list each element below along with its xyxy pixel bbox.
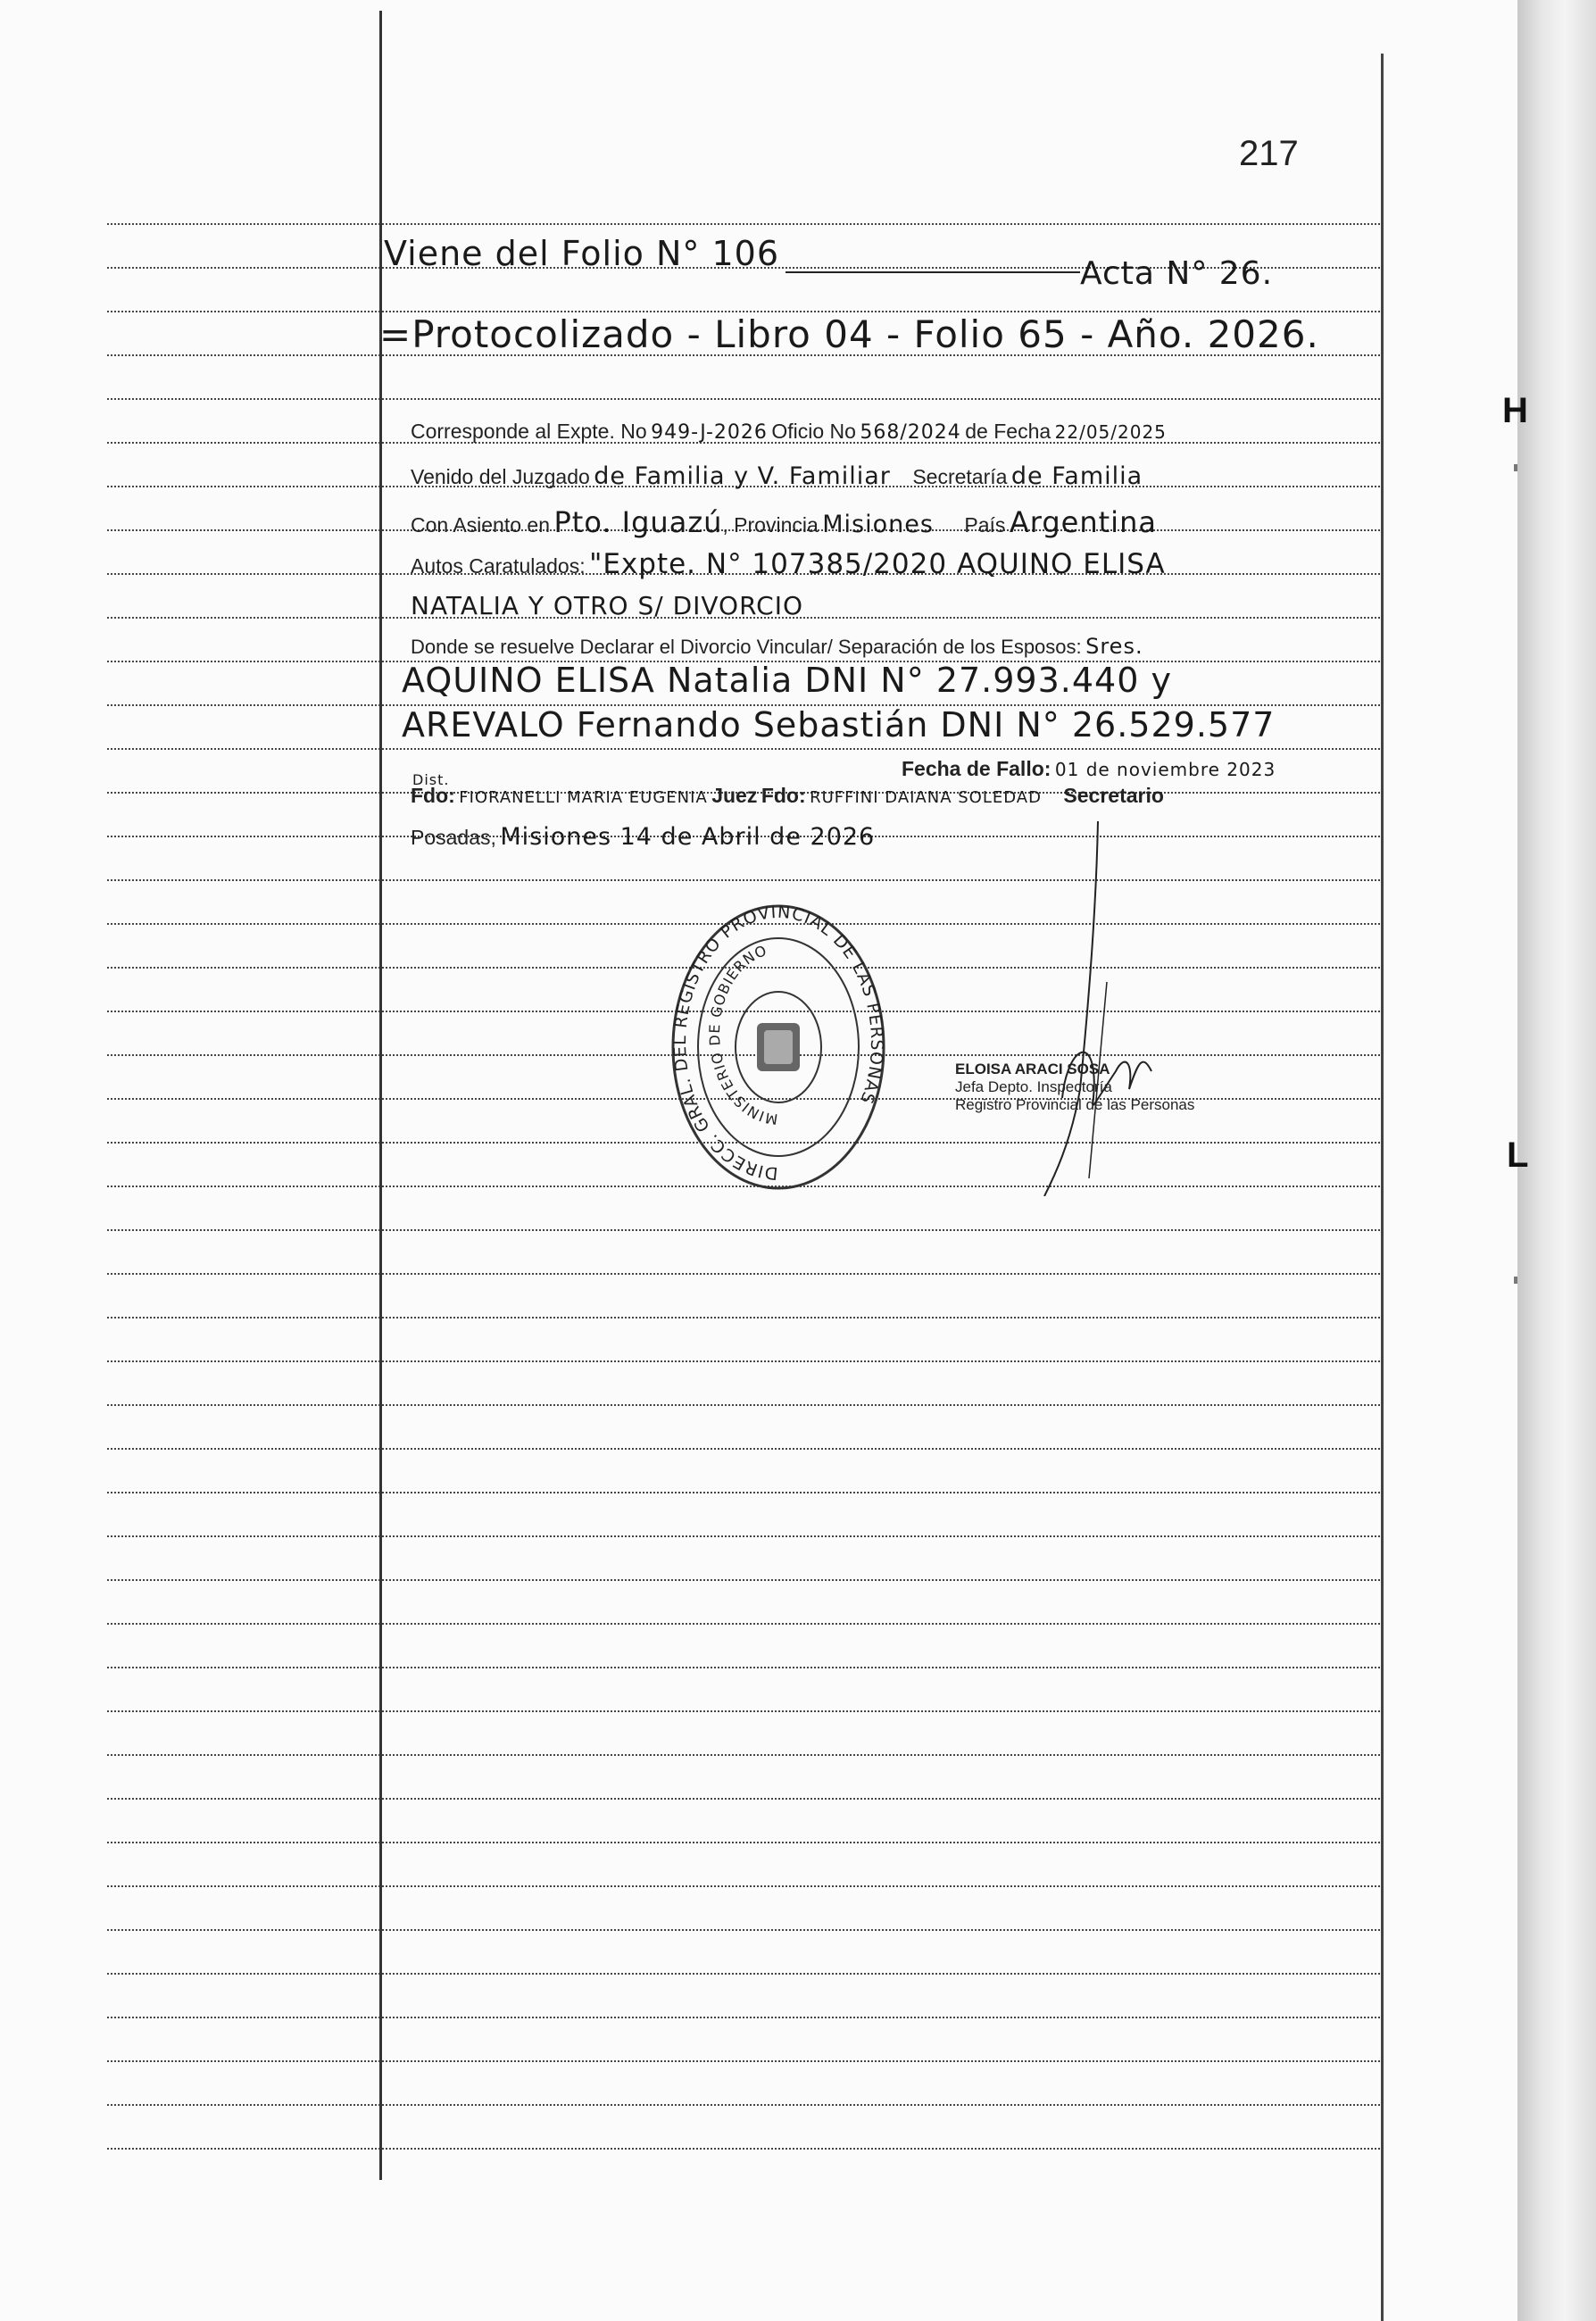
secretaria-value: de Familia — [1010, 462, 1143, 490]
secretario-label: Secretario — [1063, 784, 1164, 807]
juez-name: FIORANELLI MARIA EUGENIA — [459, 788, 708, 807]
ruled-line — [107, 1317, 1384, 1319]
ruled-line — [107, 398, 1384, 400]
fecha-fallo-label: Fecha de Fallo: — [902, 757, 1052, 780]
signer-title-1: Jefa Depto. Inspectoría — [955, 1078, 1112, 1095]
ruled-line — [107, 1885, 1384, 1887]
dist-note: Dist. — [412, 771, 450, 788]
ruled-line — [107, 1710, 1384, 1712]
ruled-line — [107, 1229, 1384, 1231]
form-row-donde — [411, 634, 1143, 659]
autos-value-2: NATALIA Y OTRO S/ DIVORCIO — [411, 591, 803, 620]
juez-label: Juez — [711, 784, 758, 807]
signer-title-2: Registro Provincial de las Personas — [955, 1096, 1195, 1113]
secretaria-label: Secretaría — [912, 465, 1008, 488]
ruled-line — [107, 1273, 1384, 1275]
expte-label: Corresponde al Expte. No — [411, 420, 647, 443]
form-row-expte — [411, 420, 1167, 444]
autos-value-1: "Expte. N° 107385/2020 AQUINO ELISA — [589, 548, 1166, 580]
asiento-value: Pto. Iguazú — [553, 505, 723, 539]
ruled-line — [107, 1973, 1384, 1975]
esposo-1: AQUINO ELISA Natalia DNI N° 27.993.440 y — [402, 661, 1172, 700]
ruled-line — [107, 748, 1384, 750]
ruled-line — [107, 1667, 1384, 1668]
oficio-label: Oficio No — [771, 420, 856, 443]
pais-value: Argentina — [1009, 505, 1157, 539]
fdo2-label: Fdo: — [761, 784, 806, 807]
ruled-line — [107, 1929, 1384, 1931]
juzgado-label: Venido del Juzgado — [411, 465, 590, 488]
asiento-label: Con Asiento en — [411, 513, 551, 537]
folio-number: 217 — [1239, 134, 1299, 173]
viene-del-folio: Viene del Folio N° 106 — [384, 234, 780, 273]
ruled-line — [107, 2104, 1384, 2106]
edge-mark — [1514, 1277, 1517, 1284]
form-row-fallo — [902, 757, 1276, 781]
donde-value: Sres. — [1085, 634, 1143, 659]
header-rule — [786, 271, 1080, 273]
posadas-value: Misiones 14 de Abril de 2026 — [500, 823, 876, 851]
fecha-value: 22/05/2025 — [1054, 421, 1167, 443]
juzgado-value: de Familia y V. Familiar — [594, 462, 891, 490]
ruled-line — [107, 1754, 1384, 1756]
form-row-autos — [411, 548, 1166, 580]
index-tab-h: H — [1502, 391, 1528, 430]
handwritten-signature — [982, 803, 1214, 1196]
ruled-line — [107, 2148, 1384, 2150]
seal-outer-text: DIRECC. GRAL. DEL REGISTRO PROVINCIAL DE LAS PERSONAS — [669, 902, 887, 1184]
ruled-line — [107, 1842, 1384, 1843]
seal-inner-text: MINISTERIO DE GOBIERNO — [705, 941, 779, 1128]
provincia-value: Misiones — [822, 511, 934, 538]
ruled-line — [107, 1798, 1384, 1800]
secretario-name: RUFFINI DAIANA SOLEDAD — [810, 788, 1042, 807]
form-row-autos-cont — [411, 591, 803, 620]
page-edge — [1517, 0, 1596, 2321]
expte-value: 949-J-2026 — [651, 421, 768, 444]
index-tab-l: L — [1507, 1136, 1529, 1175]
fecha-label: de Fecha — [965, 420, 1052, 443]
ruled-line — [107, 1448, 1384, 1450]
autos-label: Autos Caratulados: — [411, 554, 586, 578]
ruled-line — [107, 1579, 1384, 1581]
form-row-juzgado — [411, 462, 1143, 490]
ruled-line — [107, 2017, 1384, 2018]
official-seal — [668, 900, 889, 1194]
provincia-label: Provincia — [734, 513, 819, 537]
pais-label: País — [964, 513, 1006, 537]
ruled-line — [107, 1360, 1384, 1362]
ruled-line — [107, 2060, 1384, 2062]
fdo-label: Fdo: — [411, 784, 455, 807]
acta-number: Acta N° 26. — [1080, 255, 1274, 292]
ruled-line — [107, 1492, 1384, 1493]
edge-mark — [1514, 464, 1517, 471]
form-row-posadas — [411, 823, 875, 851]
donde-label: Donde se resuelve Declarar el Divorcio Vincular/ Separación de los Esposos: — [411, 636, 1082, 658]
signer-name: ELOISA ARACI SOSA — [955, 1061, 1110, 1077]
signature-block — [955, 1061, 1194, 1114]
ruled-line — [107, 1623, 1384, 1625]
fecha-fallo-value: 01 de noviembre 2023 — [1054, 759, 1276, 780]
protocolizado-line: =Protocolizado - Libro 04 - Folio 65 - Año. 2026. — [379, 312, 1319, 356]
ruled-line — [107, 223, 1384, 225]
esposo-2: AREVALO Fernando Sebastián DNI N° 26.529.577 — [402, 705, 1276, 745]
form-row-asiento: Con Asiento en Pto. Iguazú, Provincia Misiones País Argentina — [411, 505, 1157, 539]
ruled-line — [107, 1535, 1384, 1537]
oficio-value: 568/2024 — [860, 421, 961, 444]
ruled-line — [107, 1404, 1384, 1406]
posadas-label: Posadas, — [411, 826, 496, 849]
